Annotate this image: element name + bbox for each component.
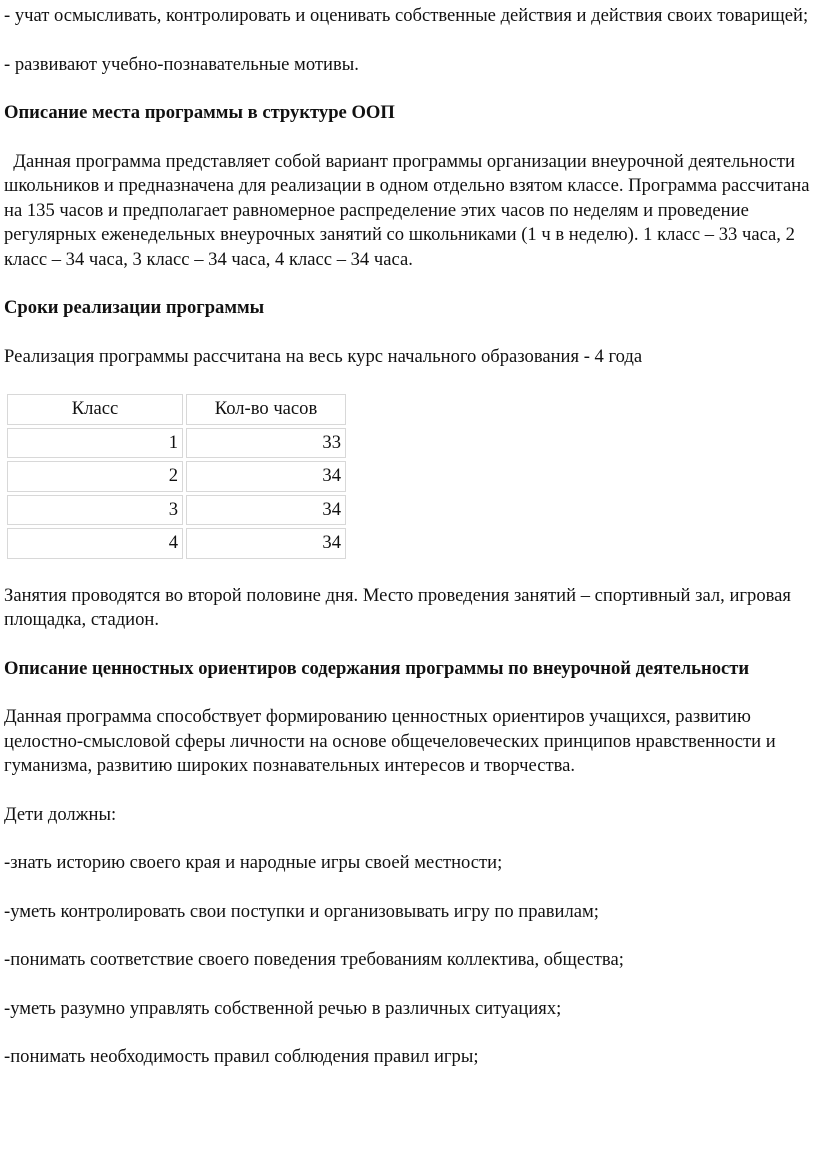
heading-program-place: Описание места программы в структуре ООП bbox=[4, 102, 395, 123]
table-row bbox=[7, 528, 346, 559]
table-header-hours: Кол-во часов bbox=[186, 394, 346, 425]
heading-value-orientations: Описание ценностных ориентиров содержания программы по внеурочной деятельности bbox=[4, 657, 750, 679]
paragraph-children-must: Дети должны: bbox=[4, 803, 117, 825]
paragraph-lesson-place: Занятия проводятся во второй половине дня. Место проведения занятий – спортивный зал, игровая площадка, стадион. bbox=[4, 584, 796, 630]
table-cell-hours: 34 bbox=[186, 495, 346, 526]
table-cell-class: 1 bbox=[7, 428, 183, 459]
list-item: -понимать необходимость правил соблюдения правил игры; bbox=[4, 1046, 479, 1067]
table-header-row bbox=[7, 394, 346, 425]
table-cell-class: 3 bbox=[7, 495, 183, 526]
table-cell-hours: 34 bbox=[186, 528, 346, 559]
heading-program-terms: Сроки реализации программы bbox=[4, 297, 265, 318]
table-cell-hours: 34 bbox=[186, 461, 346, 492]
paragraph-top-2: - развивают учебно-познавательные мотивы. bbox=[4, 53, 359, 75]
table-row bbox=[7, 495, 346, 526]
paragraph-value-orientations: Данная программа способствует формированию ценностных ориентиров учащихся, развитию целостно-смысловой сферы личности на основе общечеловеческих принципов нравственности и гуманизма, развитию широких познавательных интересов и творчества. bbox=[4, 706, 781, 776]
list-item: -уметь разумно управлять собственной речью в различных ситуациях; bbox=[4, 997, 562, 1019]
table-row bbox=[7, 461, 346, 492]
table-header-class: Класс bbox=[7, 394, 183, 425]
table-row bbox=[7, 428, 346, 459]
paragraph-program-terms: Реализация программы рассчитана на весь курс начального образования - 4 года bbox=[4, 345, 643, 367]
list-item: -знать историю своего края и народные игры своей местности; bbox=[4, 852, 503, 873]
paragraph-program-place: Данная программа представляет собой вариант программы организации внеурочной деятельности школьников и предназначена для реализации в одном отдельно взятом классе. Программа рассчитана на 135 часов и предполагает равномерное распределение этих часов по неделям и проведение регулярных еженедельных внеурочных занятий со школьниками (1 ч в неделю). 1 класс – 33 часа, 2 класс – 34 часа, 3 класс – 34 часа, 4 класс – 34 часа. bbox=[4, 150, 815, 270]
table-cell-class: 4 bbox=[7, 528, 183, 559]
list-item: -понимать соответствие своего поведения требованиям коллектива, общества; bbox=[4, 949, 624, 970]
table-cell-hours: 33 bbox=[186, 428, 346, 459]
hours-table bbox=[4, 391, 349, 562]
table-cell-class: 2 bbox=[7, 461, 183, 492]
paragraph-top-1: - учат осмысливать, контролировать и оценивать собственные действия и действия своих товарищей; bbox=[4, 5, 809, 26]
list-item: -уметь контролировать свои поступки и организовывать игру по правилам; bbox=[4, 900, 599, 922]
